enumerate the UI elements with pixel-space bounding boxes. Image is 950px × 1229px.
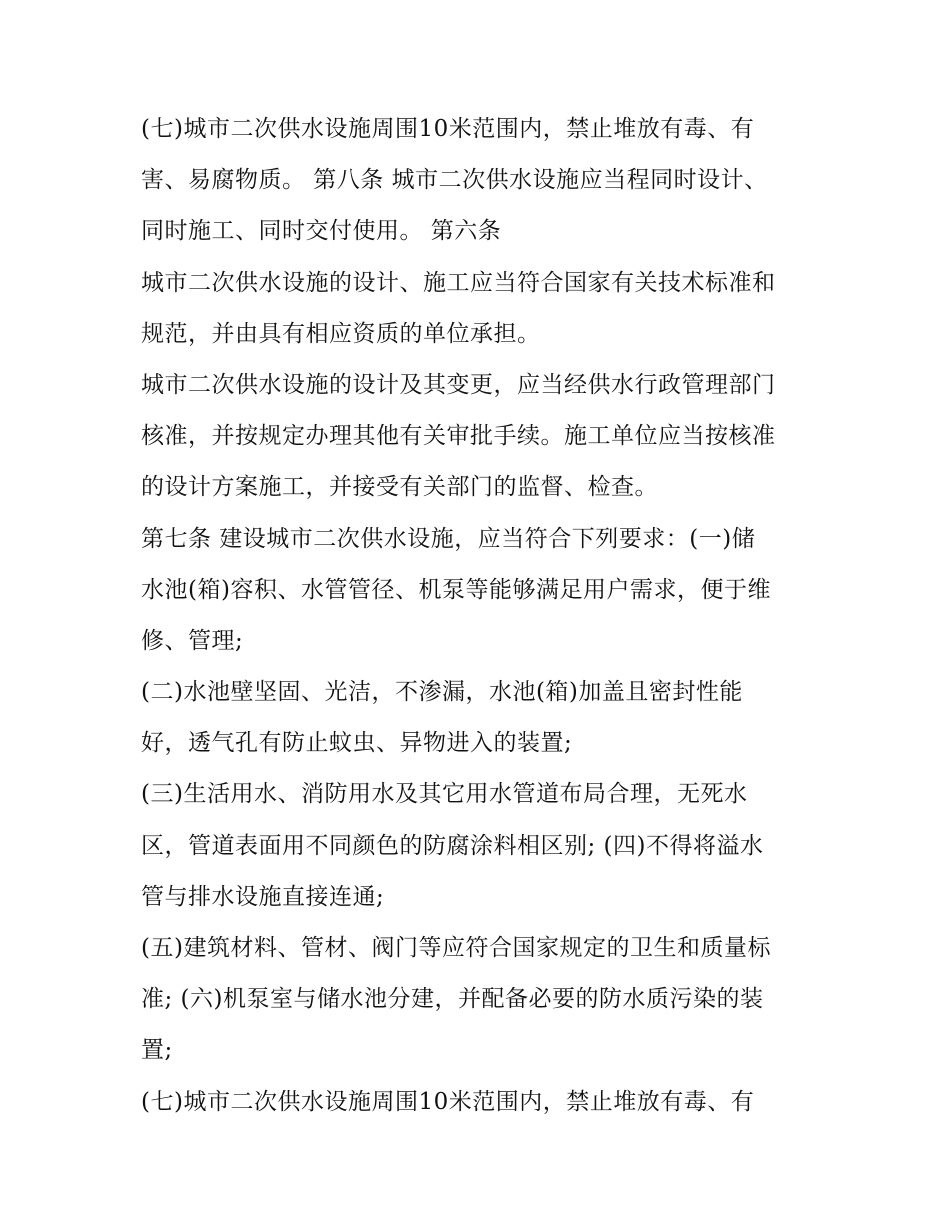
text-line: 准; (六)机泵室与储水池分建，并配备必要的防水质污染的装 [141, 986, 764, 1013]
text-line: 城市二次供水设施的设计及其变更，应当经供水行政管理部门 [141, 371, 776, 398]
text-line: 好，透气孔有防止蚊虫、异物进入的装置; [141, 730, 573, 757]
text-line: 城市二次供水设施的设计、施工应当符合国家有关技术标准和 [141, 269, 776, 296]
text-line: 第七条 建设城市二次供水设施，应当符合下列要求：(一)储 [141, 525, 756, 552]
text-line: 害、易腐物质。 第八条 城市二次供水设施应当程同时设计、 [141, 167, 768, 194]
text-line: 修、管理; [141, 627, 244, 654]
text-line: (七)城市二次供水设施周围10米范围内，禁止堆放有毒、有 [141, 1088, 755, 1115]
text-line: (七)城市二次供水设施周围10米范围内，禁止堆放有毒、有 [141, 116, 755, 142]
text-line: (二)水池壁坚固、光洁，不渗漏，水池(箱)加盖且密封性能 [141, 679, 743, 706]
document-body [141, 104, 821, 1128]
text-line: 规范，并由具有相应资质的单位承担。 [141, 320, 541, 347]
text-line: 同时施工、同时交付使用。 第六条 [141, 218, 502, 245]
text-line: (三)生活用水、消防用水及其它用水管道布局合理，无死水 [141, 781, 748, 808]
text-line: 核准，并按规定办理其他有关审批手续。施工单位应当按核准 [141, 423, 776, 450]
text-line: 管与排水设施直接连通; [141, 883, 385, 910]
text-line: (五)建筑材料、管材、阀门等应符合国家规定的卫生和质量标 [141, 935, 771, 961]
text-line: 区，管道表面用不同颜色的防腐涂料相区别; (四)不得将溢水 [141, 832, 764, 859]
text-line: 水池(箱)容积、水管管径、机泵等能够满足用户需求，便于维 [141, 576, 771, 603]
text-line: 的设计方案施工，并接受有关部门的监督、检查。 [141, 474, 658, 501]
text-line: 置; [141, 1037, 173, 1064]
